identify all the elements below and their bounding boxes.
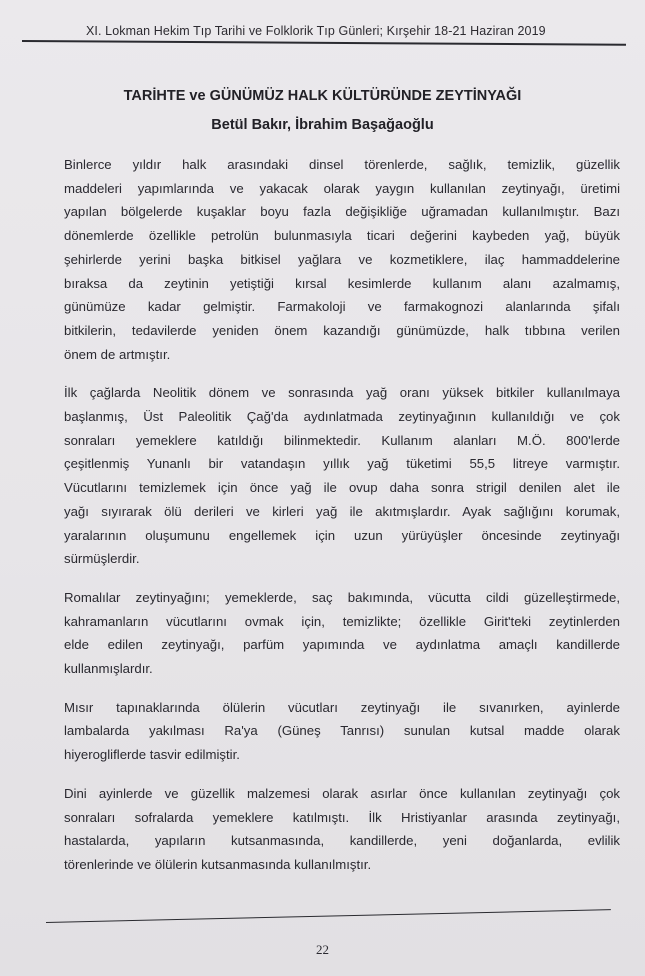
header-rule (22, 40, 626, 46)
text-line: yapılan bölgelerde kuşaklar boyu fazla değişikliğe uğramadan kullanılmıştır. Bazı (64, 204, 620, 220)
text-line: kahramanların vücutlarını ovmak için, temizlikte; özellikle Girit'teki zeytinlerden (64, 613, 620, 629)
text-line: sürmüşlerdir. (64, 551, 140, 567)
article-body (64, 153, 620, 892)
text-line: sonraları sofralarda yemeklere katılmıştı. İlk Hristiyanlar arasında zeytinyağı, (64, 809, 620, 825)
text-line: lambalarda yakılması Ra'ya (Güneş Tanrısı) sunulan kutsal madde olarak (64, 723, 620, 739)
text-line: önem de artmıştır. (64, 346, 171, 362)
text-line: elde edilen zeytinyağı, parfüm yapımında ve aydınlatma amaçlı kandillerde (64, 637, 620, 653)
text-line: başlanmış, Üst Paleolitik Çağ'da aydınlatmada zeytinyağının kullanıldığı ve çok (64, 409, 620, 425)
text-line: çeşitlenmiş Yunanlı bir vatandaşın yıllık yağ tüketimi 55,5 litreye varmıştır. (64, 456, 620, 472)
text-line: maddeleri yapımlarında ve yakacak olarak yaygın kullanılan zeytinyağı, üretimi (64, 180, 620, 196)
text-line: hiyerogliflerde tasvir edilmiştir. (64, 747, 240, 763)
paragraph (64, 153, 620, 366)
text-line: sonraları yemeklere katıldığı bilinmektedir. Kullanım alanları M.Ö. 800'lerde (64, 432, 620, 448)
text-line: şehirlerde yerini başka bitkisel yağlara ve kozmetiklere, ilaç hammaddelerine (64, 251, 620, 267)
text-line: yaralarının oluşumunu engellemek için uzun yürüyüşler öncesinde zeytinyağı (64, 527, 620, 543)
paragraph (64, 586, 620, 681)
text-line: törenlerinde ve ölülerin kutsanmasında kullanılmıştır. (64, 856, 372, 872)
text-line: Vücutlarını temizlemek için önce yağ ile ovup daha sonra strigil denilen alet ile (64, 480, 620, 496)
text-line: kullanmışlardır. (64, 661, 153, 677)
text-line: günümüze kadar gelmiştir. Farmakoloji ve farmakognozi alanlarında şifalı (64, 299, 620, 315)
paragraph (64, 782, 620, 877)
text-line: Dini ayinlerde ve güzellik malzemesi olarak asırlar önce kullanılan zeytinyağı çok (64, 785, 620, 801)
text-line: hastalarda, yapıların kutsanmasında, kandillerde, yeni doğanlarda, evlilik (64, 833, 620, 849)
article-authors: Betül Bakır, İbrahim Başağaoğlu (211, 117, 434, 133)
text-line: İlk çağlarda Neolitik dönem ve sonrasında yağ oranı yüksek bitkiler kullanılmaya (64, 385, 620, 401)
text-line: yağı sıyırarak ölü derileri ve kirleri yağ ile akıtmışlardır. Ayak sağlığını korumak, (64, 503, 620, 519)
text-line: Romalılar zeytinyağını; yemeklerde, saç bakımında, vücutta cildi güzelleştirmede, (64, 589, 620, 605)
article-title: TARİHTE ve GÜNÜMÜZ HALK KÜLTÜRÜNDE ZEYTİNYAĞI (123, 88, 522, 104)
paragraph (64, 696, 620, 767)
text-line: Mısır tapınaklarında ölülerin vücutları zeytinyağı ile sıvanırken, ayinlerde (64, 699, 620, 715)
footer-rule (46, 909, 611, 923)
text-line: bitkilerin, tedavilerde yeniden önem kazandığı günümüzde, halk tıbbına verilen (64, 322, 620, 338)
text-line: Binlerce yıldır halk arasındaki dinsel törenlerde, sağlık, temizlik, güzellik (64, 157, 620, 172)
text-line: dönemlerde özellikle petrolün bulunmasıyla ticari değerini kaybeden yağ, büyük (64, 228, 620, 244)
text-line: bıraksa da zeytinin yetiştiği kırsal kesimlerde kullanım alanı azalmamış, (64, 275, 620, 291)
running-header: XI. Lokman Hekim Tıp Tarihi ve Folklorik Tıp Günleri; Kırşehir 18-21 Haziran 2019 (86, 24, 546, 38)
page-number: 22 (316, 942, 329, 957)
paragraph (64, 381, 620, 571)
